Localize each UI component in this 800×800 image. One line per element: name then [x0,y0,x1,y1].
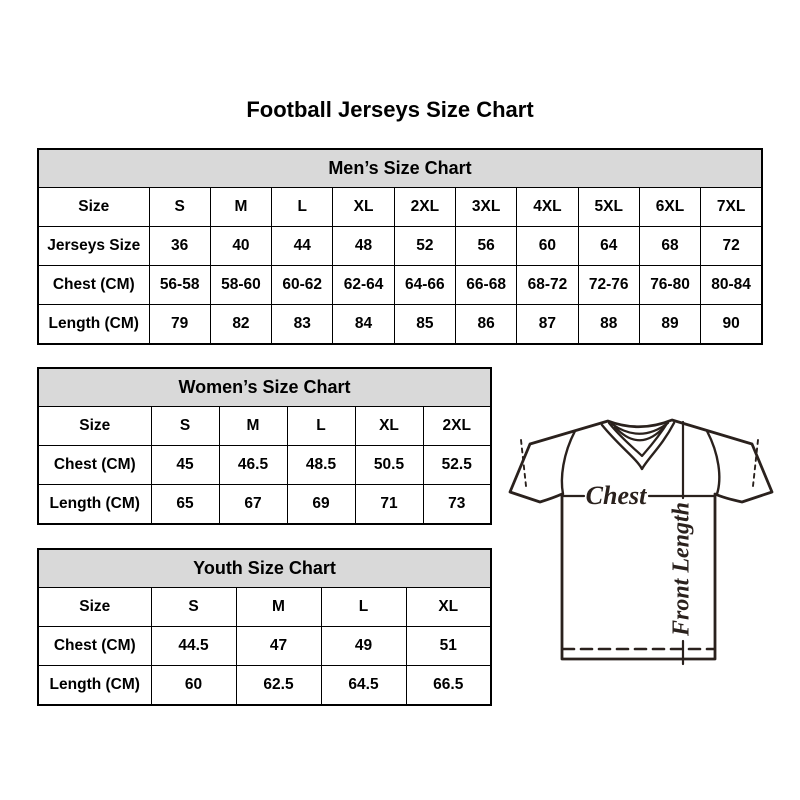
size-value-cell: XL [333,188,394,227]
size-value-cell: M [219,407,287,446]
size-value-cell: 36 [149,227,210,266]
size-value-cell: 3XL [455,188,516,227]
womens-size-table [37,367,492,525]
size-value-cell: 73 [423,485,491,525]
table-row [38,485,491,525]
size-value-cell: 83 [272,305,333,345]
size-value-cell: 52.5 [423,446,491,485]
table-row [38,227,762,266]
size-value-cell: 6XL [639,188,700,227]
size-value-cell: 76-80 [639,266,700,305]
size-value-cell: 46.5 [219,446,287,485]
size-value-cell: 64 [578,227,639,266]
table-row [38,407,491,446]
size-value-cell: 51 [406,627,491,666]
youth-size-table [37,548,492,706]
size-value-cell: 64.5 [321,666,406,706]
size-value-cell: 85 [394,305,455,345]
size-value-cell: 40 [210,227,271,266]
size-value-cell: 44 [272,227,333,266]
table-row [38,666,491,706]
size-value-cell: 52 [394,227,455,266]
size-value-cell: M [210,188,271,227]
size-value-cell: 47 [236,627,321,666]
size-value-cell: 69 [287,485,355,525]
size-value-cell: 60-62 [272,266,333,305]
size-value-cell: 2XL [394,188,455,227]
size-value-cell: XL [406,588,491,627]
size-value-cell: 72-76 [578,266,639,305]
size-value-cell: L [287,407,355,446]
table-row [38,627,491,666]
size-value-cell: 56 [455,227,516,266]
size-value-cell: 71 [355,485,423,525]
size-value-cell: 48 [333,227,394,266]
size-value-cell: 4XL [517,188,578,227]
row-label: Jerseys Size [38,227,149,266]
chest-label: Chest [585,481,647,510]
size-value-cell: 45 [151,446,219,485]
size-value-cell: 67 [219,485,287,525]
size-value-cell: 90 [701,305,762,345]
size-value-cell: 49 [321,627,406,666]
size-value-cell: 72 [701,227,762,266]
table-title: Women’s Size Chart [38,368,491,407]
right-armhole-seam [707,431,719,494]
table-row [38,266,762,305]
table-row [38,588,491,627]
row-label: Chest (CM) [38,266,149,305]
size-value-cell: L [321,588,406,627]
row-label: Length (CM) [38,485,151,525]
size-value-cell: S [149,188,210,227]
size-value-cell: 62.5 [236,666,321,706]
size-value-cell: 60 [517,227,578,266]
table-row [38,188,762,227]
table-title: Youth Size Chart [38,549,491,588]
size-value-cell: 82 [210,305,271,345]
left-armhole-seam [562,431,575,494]
jersey-measurement-diagram [500,392,782,670]
row-label: Chest (CM) [38,627,151,666]
table-title: Men’s Size Chart [38,149,762,188]
size-value-cell: 50.5 [355,446,423,485]
size-value-cell: 68 [639,227,700,266]
size-value-cell: 86 [455,305,516,345]
mens-size-table [37,148,763,345]
size-value-cell: 87 [517,305,578,345]
row-label: Size [38,188,149,227]
size-value-cell: 62-64 [333,266,394,305]
size-value-cell: 5XL [578,188,639,227]
size-value-cell: 56-58 [149,266,210,305]
size-value-cell: 89 [639,305,700,345]
size-value-cell: 88 [578,305,639,345]
row-label: Length (CM) [38,305,149,345]
size-value-cell: 7XL [701,188,762,227]
table-row [38,305,762,345]
size-value-cell: 60 [151,666,236,706]
size-value-cell: 48.5 [287,446,355,485]
row-label: Size [38,407,151,446]
size-value-cell: 68-72 [517,266,578,305]
size-value-cell: M [236,588,321,627]
size-value-cell: S [151,407,219,446]
front-length-label: Front Length [668,501,695,637]
size-value-cell: 84 [333,305,394,345]
page-title: Football Jerseys Size Chart [246,97,534,122]
size-value-cell: S [151,588,236,627]
size-value-cell: 65 [151,485,219,525]
size-value-cell: 58-60 [210,266,271,305]
size-value-cell: 2XL [423,407,491,446]
size-value-cell: L [272,188,333,227]
size-value-cell: 80-84 [701,266,762,305]
size-value-cell: 79 [149,305,210,345]
size-value-cell: 64-66 [394,266,455,305]
size-value-cell: 66-68 [455,266,516,305]
size-value-cell: 66.5 [406,666,491,706]
table-row [38,446,491,485]
row-label: Size [38,588,151,627]
row-label: Chest (CM) [38,446,151,485]
row-label: Length (CM) [38,666,151,706]
size-value-cell: 44.5 [151,627,236,666]
size-value-cell: XL [355,407,423,446]
